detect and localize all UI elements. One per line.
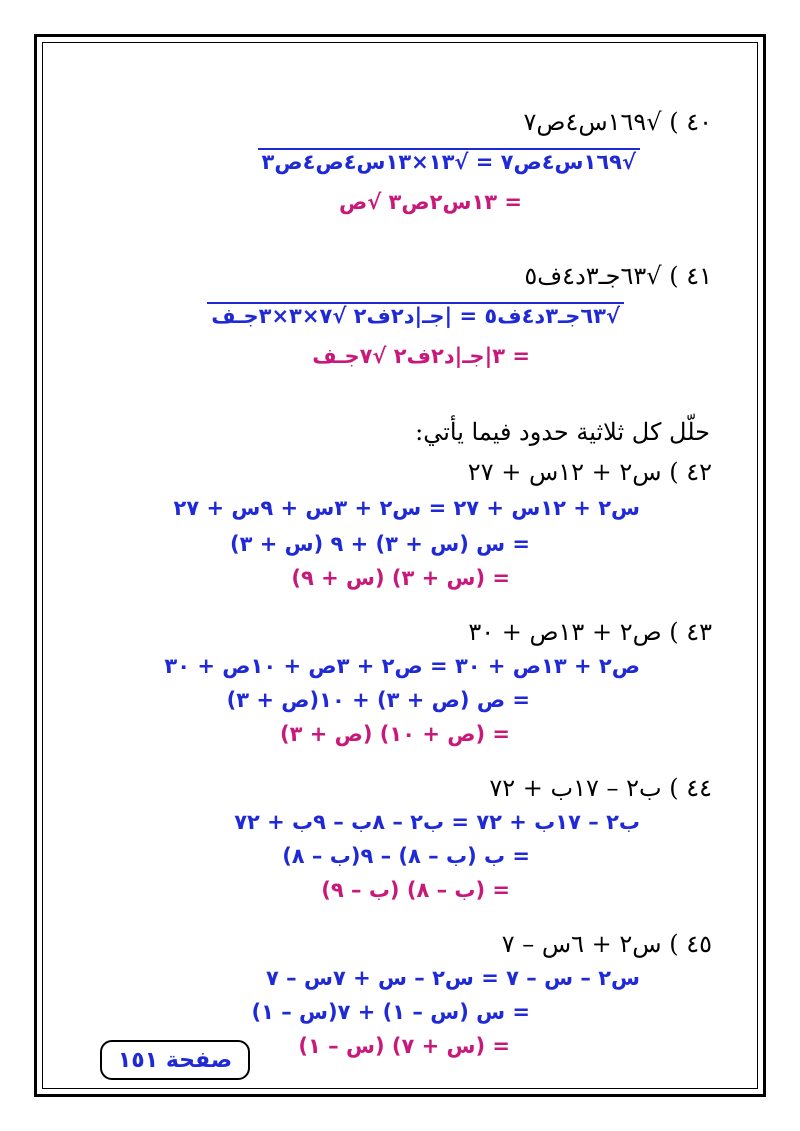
page-number-box: صفحة ١٥١ [100, 1040, 250, 1080]
step-44-a: ب٢ – ١٧ب + ٧٢ = ب٢ – ٨ب – ٩ب + ٧٢ [234, 810, 640, 834]
question-45: ٤٥ ) س٢ + ٦س – ٧ [501, 930, 712, 958]
step-44-b: = ب (ب – ٨) – ٩(ب – ٨) [282, 844, 530, 868]
question-44: ٤٤ ) ب٢ – ١٧ب + ٧٢ [489, 774, 712, 802]
question-41: ٤١ ) √٦٣جـ٣د٤ف٥ [524, 262, 712, 290]
step-42-a: س٢ + ١٢س + ٢٧ = س٢ + ٣س + ٩س + ٢٧ [173, 496, 640, 520]
step-45-a: س٢ – س – ٧ = س٢ – س + ٧س – ٧ [266, 966, 640, 990]
step-45-b: = س (س – ١) + ٧(س – ١) [251, 1000, 530, 1024]
answer-42: = (س + ٣) (س + ٩) [291, 566, 510, 590]
step-43-b: = ص (ص + ٣) + ١٠(ص + ٣) [226, 688, 530, 712]
step-43-a: ص٢ + ١٣ص + ٣٠ = ص٢ + ٣ص + ١٠ص + ٣٠ [164, 654, 640, 678]
question-43: ٤٣ ) ص٢ + ١٣ص + ٣٠ [468, 618, 712, 646]
answer-40: = ١٣س٢ص٣ √ص [338, 190, 522, 214]
answer-44: = (ب – ٨) (ب – ٩) [321, 878, 510, 902]
answer-41: = ٣|جـ|د٢ف٢ √٧جـف [312, 344, 530, 368]
step-40-a: √١٦٩س٤ص٧ = √١٣×١٣س٤ص٤ص٣ [258, 148, 640, 174]
question-42: ٤٢ ) س٢ + ١٢س + ٢٧ [467, 458, 712, 486]
section-heading: حلّل كل ثلاثية حدود فيما يأتي: [415, 418, 710, 446]
step-42-b: = س (س + ٣) + ٩ (س + ٣) [229, 532, 530, 556]
answer-45: = (س + ٧) (س – ١) [298, 1034, 510, 1058]
step-41-a: √٦٣جـ٣د٤ف٥ = |جـ|د٢ف٢ √٧×٣×٣جـف [207, 302, 624, 328]
question-40: ٤٠ ) √١٦٩س٤ص٧ [523, 108, 712, 136]
answer-43: = (ص + ١٠) (ص + ٣) [279, 722, 510, 746]
